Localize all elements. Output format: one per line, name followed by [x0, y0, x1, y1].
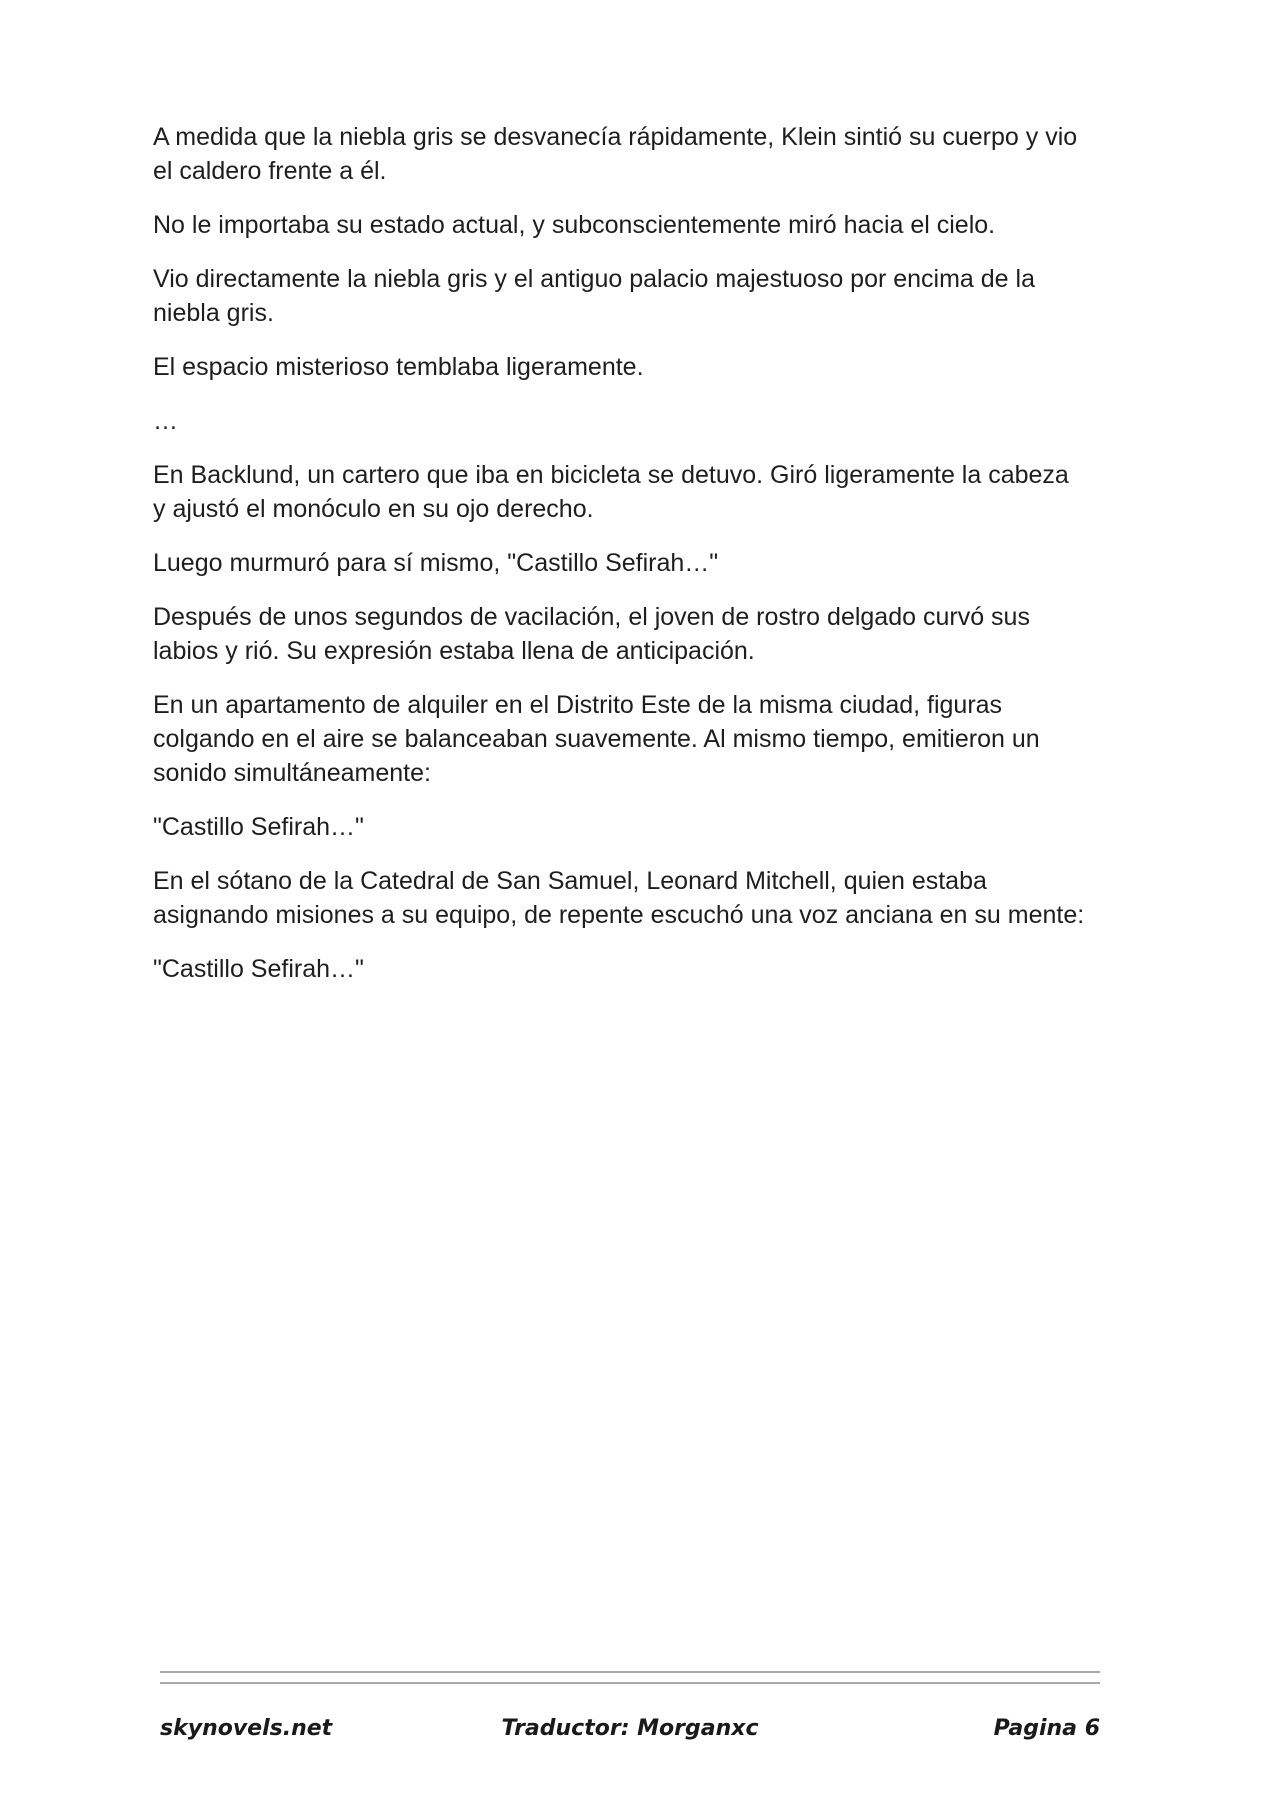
footer-divider-line [160, 1671, 1100, 1673]
paragraph: "Castillo Sefirah…" [153, 813, 364, 841]
paragraph: En un apartamento de alquiler en el Distrito Este de la misma ciudad, figuras colgando en el aire se balanceaban suavemente. Al mismo tiempo, emitieron un sonido simultáneamente: [153, 691, 1040, 787]
paragraph: En el sótano de la Catedral de San Samuel, Leonard Mitchell, quien estaba asignando misiones a su equipo, de repente escuchó una voz anciana en su mente: [153, 867, 1085, 929]
paragraph: No le importaba su estado actual, y subconscientemente miró hacia el cielo. [153, 211, 996, 239]
footer-divider [160, 1671, 1100, 1685]
footer-page-number: Pagina 6 [993, 1716, 1100, 1741]
paragraph: El espacio misterioso temblaba ligeramente. [153, 353, 644, 381]
footer-divider-line [160, 1682, 1100, 1684]
footer-site: skynovels.net [160, 1716, 333, 1741]
footer-translator: Traductor: Morganxc [501, 1716, 759, 1741]
paragraph: "Castillo Sefirah…" [153, 955, 364, 983]
paragraph: En Backlund, un cartero que iba en bicicleta se detuvo. Giró ligeramente la cabeza y ajustó el monóculo en su ojo derecho. [153, 461, 1069, 523]
paragraph: Vio directamente la niebla gris y el antiguo palacio majestuoso por encima de la niebla gris. [153, 265, 1035, 327]
paragraph: Después de unos segundos de vacilación, el joven de rostro delgado curvó sus labios y rió. Su expresión estaba llena de anticipación. [153, 603, 1030, 665]
paragraph: Luego murmuró para sí mismo, "Castillo Sefirah…" [153, 549, 719, 577]
body-text [153, 120, 1088, 1006]
page-footer [160, 1716, 1100, 1746]
paragraph: A medida que la niebla gris se desvanecía rápidamente, Klein sintió su cuerpo y vio el caldero frente a él. [153, 123, 1078, 185]
scene-break: … [153, 407, 178, 435]
